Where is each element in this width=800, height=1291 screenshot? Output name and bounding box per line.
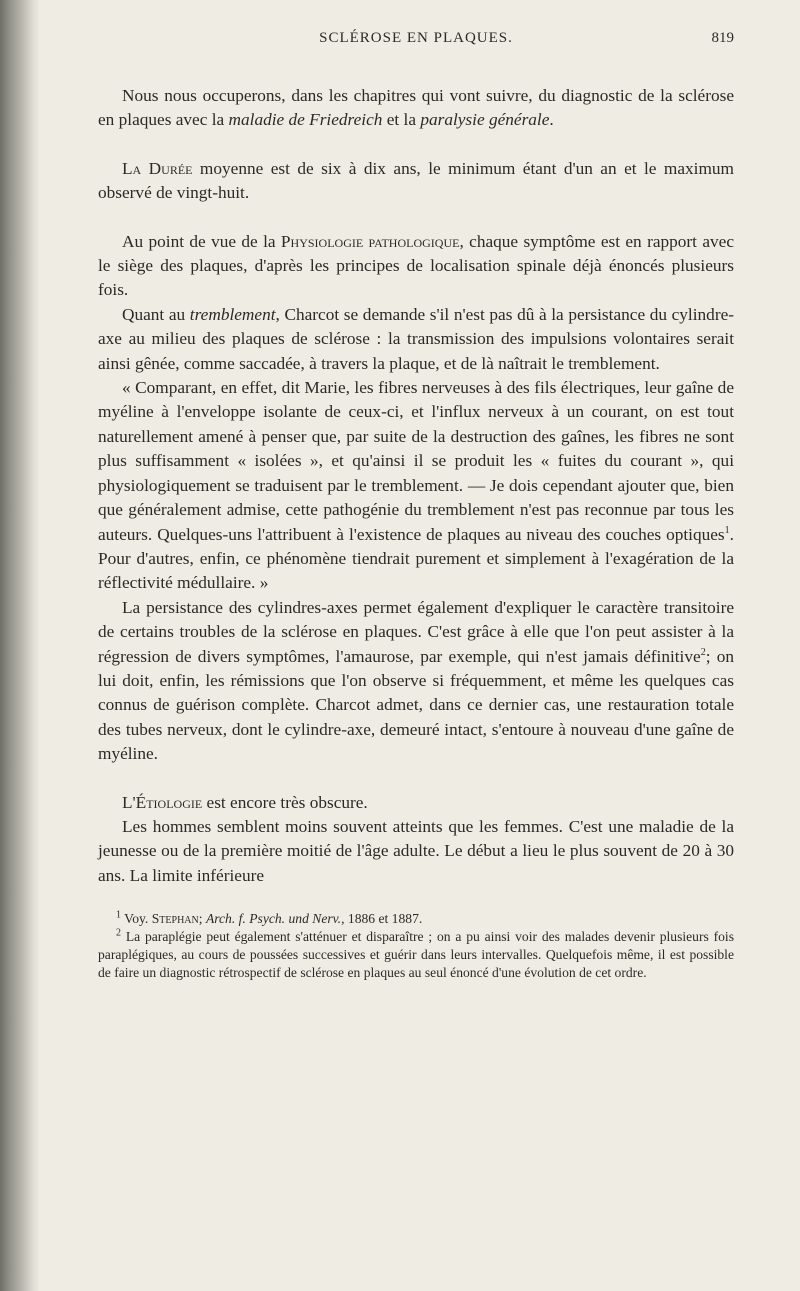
- footnote-1: $^1$ Voy. Stephan; Arch. f. Psych. und Nerv., 1886 et 1887.: [116, 909, 423, 927]
- paragraph-hommes-femmes: Les hommes semblent moins souvent atteints que les femmes. C'est une maladie de la jeunesse ou de la première moitié de l'âge adulte. Le début a lieu le plus souvent de 20 à 30 ans. La limite inférieure: [98, 816, 734, 885]
- section-term-physiologie: Physiologie pathologique: [280, 231, 460, 251]
- section-term-etiologie: L'Étiologie: [122, 792, 203, 812]
- paragraph-etiologie: L'Étiologie est encore très obscure.: [122, 792, 368, 812]
- paragraph-physiologie: Au point de vue de la Physiologie pathologique, chaque symptôme est en rapport avec le siège des plaques, d'après les principes de localisation spinale déjà énoncés plusieurs fois.: [98, 231, 734, 300]
- paragraph-tremblement: Quant au tremblement, Charcot se demande s'il n'est pas dû à la persistance du cylindre-axe au milieu des plaques de sclérose : la transmission des impulsions volontaires serait ainsi gênée, comme saccadée, à travers la plaque, et de là naîtrait le tremblement.: [98, 304, 734, 373]
- paragraph-duree: La Durée moyenne est de six à dix ans, le minimum étant d'un an et le maximum observé de vingt-huit.: [98, 158, 734, 203]
- book-page: [98, 30, 734, 981]
- italic-tremblement: tremblement: [189, 304, 276, 324]
- footnotes: [98, 910, 734, 981]
- paragraph-cylindres-axes: La persistance des cylindres-axes permet également d'expliquer le caractère transitoire de certains troubles de la sclérose en plaques. C'est grâce à elle que l'on peut assister à la régression de divers symptômes, l'amaurose, par exemple, qui n'est jamais définitive$^2$; on lui doit, enfin, les rémissions que l'on observe si fréquemment, et même les quelques cas connus de guérison complète. Charcot admet, dans ce dernier cas, une restauration totale des tubes nerveux, dont le cylindre-axe, demeuré intact, s'entoure à nouveau d'une gaîne de myéline.: [98, 597, 735, 764]
- footnote-ref-2: 2: [700, 646, 706, 658]
- running-head: [98, 30, 734, 60]
- page-number: 819: [711, 30, 734, 46]
- paragraph-diagnostic: Nous nous occuperons, dans les chapitres qui vont suivre, du diagnostic de la sclérose en plaques avec la maladie de Friedreich et la paralysie générale.: [98, 86, 734, 130]
- italic-paralysie: paralysie générale: [420, 110, 550, 130]
- running-head-title: SCLÉROSE EN PLAQUES.: [319, 30, 513, 46]
- footnote-2: $^2$ La paraplégie peut également s'atténuer et disparaître ; on a pu ainsi voir des malades devenir plusieurs fois paraplégiques, au cours de poussées successives et guérir dans leurs intervalles. Quelquefois même, il est possible de faire un diagnostic rétrospectif de sclérose en plaques au seul énoncé d'une évolution de cet ordre.: [98, 927, 734, 980]
- body-text: [98, 84, 734, 888]
- section-term-duree: La Durée: [122, 158, 193, 178]
- italic-friedreich: maladie de Friedreich: [228, 110, 383, 130]
- book-binding-edge: [0, 0, 40, 1291]
- paragraph-marie-quote: « Comparant, en effet, dit Marie, les fibres nerveuses à des fils électriques, leur gaîne de myéline à l'enveloppe isolante de ceux-ci, et l'influx nerveux à un courant, on est tout naturellement amené à penser que, par suite de la destruction des gaînes, les fibres ne sont plus suffisamment « isolées », et qu'ainsi il se produit les « fuites du courant », qui physiologiquement se traduisent par le tremblement. — Je dois cependant ajouter que, bien que généralement admise, cette pathogénie du tremblement n'est pas reconnue par tous les auteurs. Quelques-uns l'attribuent à l'existence de plaques au niveau des couches optiques$^1$. Pour d'autres, enfin, ce phénomène tiendrait purement et simplement à l'exagération de la réflectivité médullaire. »: [98, 378, 734, 593]
- footnote-ref-1: 1: [724, 524, 730, 536]
